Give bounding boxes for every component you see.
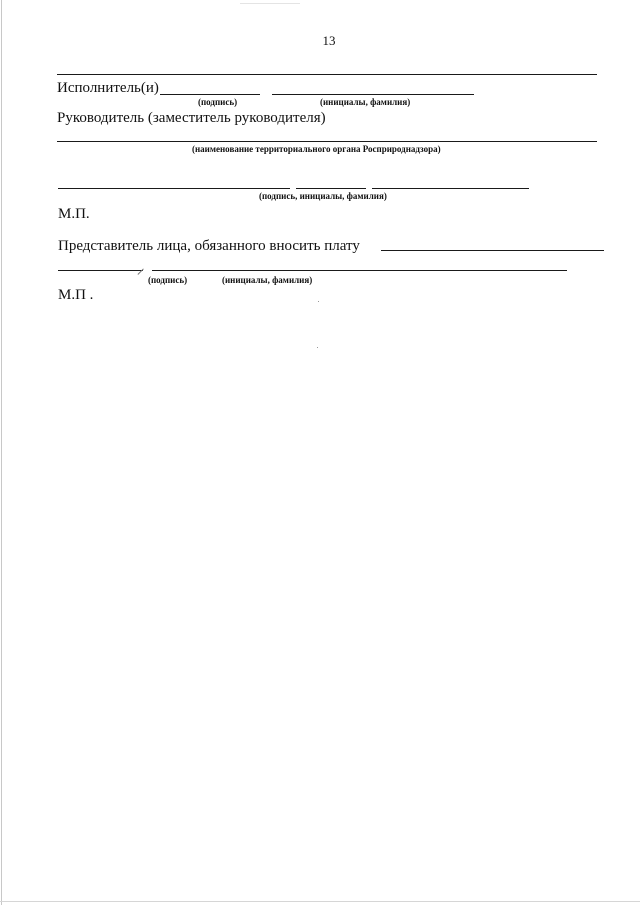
scan-speck [317,347,318,348]
representative-name-line [381,250,604,251]
seal-mark-2: М.П . [58,287,94,303]
representative-signature-caption: (подпись) [148,275,188,285]
manager-signature-line [58,188,290,189]
executor-signature-line [160,94,260,95]
top-rule [57,74,597,75]
manager-sign-initials-caption: (подпись, инициалы, фамилия) [259,191,387,201]
executor-initials-caption: (инициалы, фамилия) [320,97,411,107]
manager-org-caption: (наименование территориального органа Росприроднадзора) [192,144,441,154]
representative-label: Представитель лица, обязанного вносить плату [58,238,360,254]
manager-initials-line [372,188,529,189]
scan-speck [318,301,319,302]
executor-initials-line [272,94,474,95]
representative-signature-line [58,270,143,271]
manager-org-line [57,141,597,142]
page-number: 13 [322,33,336,48]
scan-speck [240,3,300,4]
executor-signature-caption: (подпись) [198,97,238,107]
executor-label: Исполнитель(и) [57,80,159,96]
page-edge-left [1,0,2,905]
representative-initials-caption: (инициалы, фамилия) [222,275,313,285]
manager-initials-line-short [296,188,366,189]
representative-initials-line [152,270,567,271]
page-edge-bottom [0,901,640,902]
seal-mark-1: М.П. [58,206,90,222]
manager-label: Руководитель (заместитель руководителя) [57,110,326,126]
